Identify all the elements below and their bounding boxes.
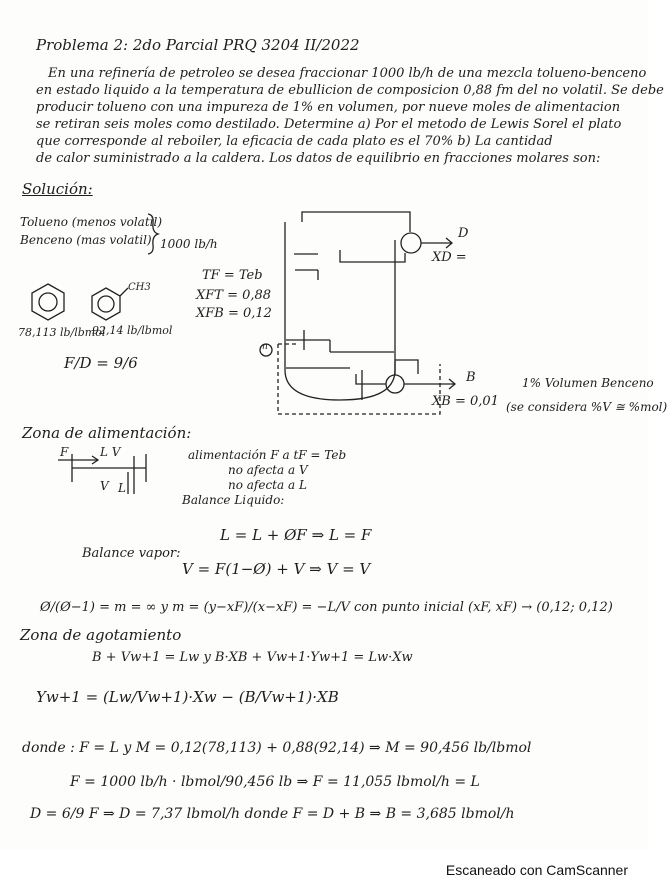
solution-heading: Solución:	[22, 180, 93, 198]
feed-zone-heading: Zona de alimentación:	[22, 424, 192, 442]
liquid-balance-equation: L = L + ØF ⇒ L = F	[220, 526, 372, 544]
svg-text:L V: L V	[100, 445, 121, 459]
problem-line-1: En una refinería de petroleo se desea fraccionar 1000 lb/h de una mezcla tolueno-benceno	[48, 66, 647, 81]
feed-distillate-ratio: F/D = 9/6	[64, 354, 138, 372]
toluene-molar-mass: 92,14 lb/lbmol	[92, 324, 173, 337]
vapor-balance-label: Balance vapor:	[82, 546, 181, 561]
component-toluene: Tolueno (menos volatil)	[20, 215, 162, 229]
problem-line-3: producir tolueno con una impureza de 1% en volumen, por nueve moles de alimentacion	[36, 100, 621, 115]
camscanner-watermark: Escaneado con CamScanner	[445, 862, 628, 878]
feed-zone-line-1: alimentación F a tF = Teb	[188, 448, 347, 462]
bottoms-label: B	[466, 370, 476, 385]
molar-mass-equation: donde : F = L y M = 0,12(78,113) + 0,88(92,14) ⇒ M = 90,456 lb/lbmol	[22, 740, 532, 756]
stripping-balance-equation: B + Vw+1 = Lw y B·XB + Vw+1·Yw+1 = Lw·Xw	[92, 650, 413, 665]
volume-note: 1% Volumen Benceno	[522, 376, 654, 390]
distillate-bottoms-equation: D = 6/9 F ⇒ D = 7,37 lbmol/h donde F = D + B ⇒ B = 3,685 lbmol/h	[30, 806, 515, 822]
feed-tray-sketch	[52, 446, 162, 498]
problem-title: Problema 2: 2do Parcial PRQ 3204 II/2022	[36, 36, 360, 54]
q-line-equation: Ø/(Ø−1) = m = ∞ y m = (y−xF)/(x−xF) = −L/V con punto inicial (xF, xF) → (0,12; 0,12)	[40, 600, 613, 615]
svg-text:F: F	[60, 445, 69, 459]
feed-zone-line-2: no afecta a V	[228, 463, 308, 477]
bottoms-fraction: XB = 0,01	[432, 394, 499, 409]
tray-marker-label: n	[262, 342, 268, 352]
feed-benzene-fraction: XFB = 0,12	[196, 306, 272, 321]
operating-line-equation: Yw+1 = (Lw/Vw+1)·Xw − (B/Vw+1)·XB	[36, 688, 339, 706]
feed-temperature: TF = Teb	[202, 268, 263, 283]
problem-line-5: que corresponde al reboiler, la eficacia de cada plato es el 70% b) La cantidad	[36, 134, 553, 149]
feed-toluene-fraction: XFT = 0,88	[196, 288, 272, 303]
stripping-zone-heading: Zona de agotamiento	[20, 626, 182, 644]
distillate-label: D	[458, 226, 469, 241]
component-benzene: Benceno (mas volatil)	[20, 233, 152, 247]
methyl-label: CH3	[128, 282, 151, 293]
svg-text:L: L	[118, 481, 126, 495]
svg-text:V: V	[100, 479, 109, 493]
vapor-balance-equation: V = F(1−Ø) + V ⇒ V = V	[182, 560, 371, 578]
feed-molar-rate-equation: F = 1000 lb/h · lbmol/90,456 lb ⇒ F = 11,055 lbmol/h = L	[70, 774, 480, 790]
distillate-fraction: XD =	[432, 250, 467, 265]
liquid-balance-label: Balance Liquido:	[182, 493, 285, 507]
volume-note-approx: (se considera %V ≅ %mol)	[506, 400, 667, 414]
feed-zone-line-3: no afecta a L	[228, 478, 307, 492]
problem-line-6: de calor suministrado a la caldera. Los datos de equilibrio en fracciones molares son:	[36, 151, 601, 166]
problem-line-4: se retiran seis moles como destilado. Determine a) Por el metodo de Lewis Sorel el plato	[36, 117, 622, 132]
benzene-molar-mass: 78,113 lb/lbmol	[18, 326, 106, 339]
feed-rate: 1000 lb/h	[160, 237, 218, 251]
problem-line-2: en estado liquido a la temperatura de ebullicion de composicion 0,88 fm del no volatil. Se debe	[36, 83, 664, 98]
